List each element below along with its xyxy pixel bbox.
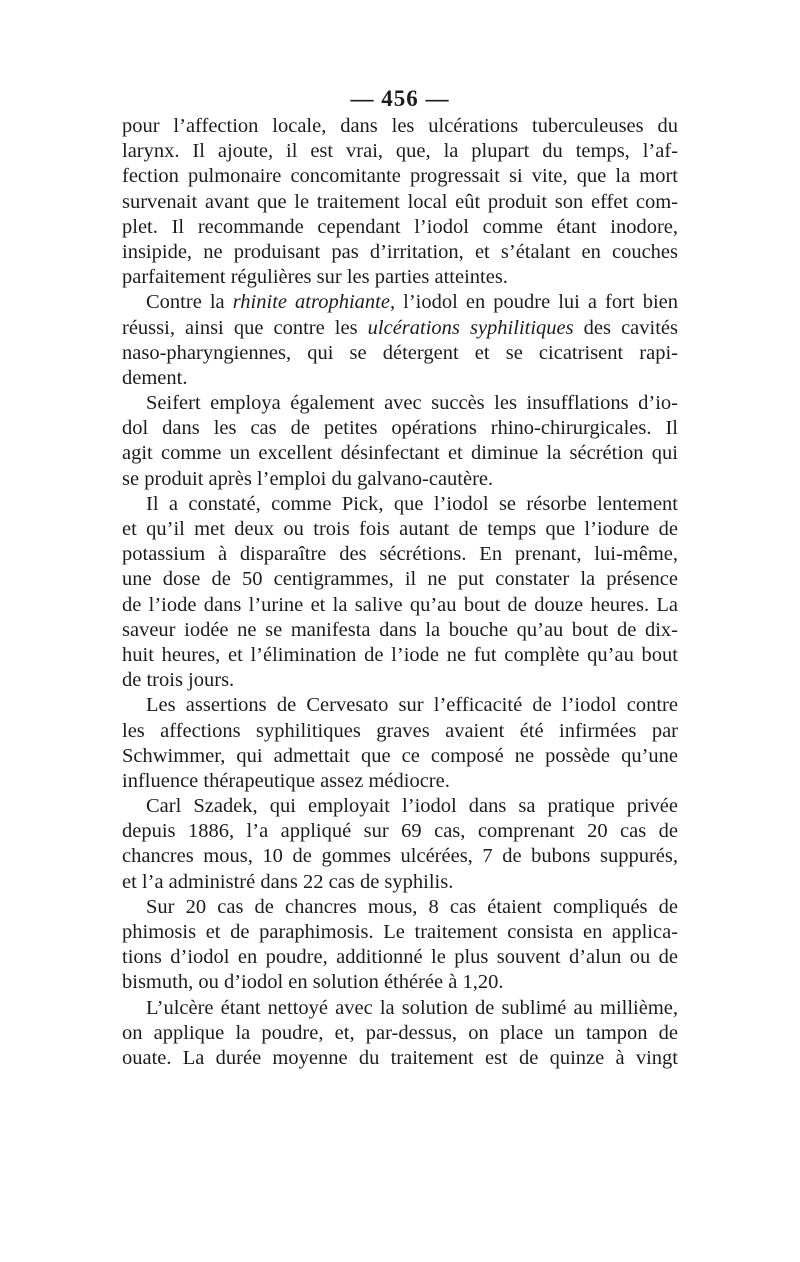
text-line: et qu’il met deux ou trois fois autant de temps que l’iodure de xyxy=(122,518,678,540)
text-segment: Contre la xyxy=(146,291,233,314)
text-line: agit comme un excellent désinfectant et diminue la sécrétion qui xyxy=(122,442,678,465)
text-line: une dose de 50 centigrammes, il ne put constater la présence xyxy=(122,568,678,591)
text-line: ouate. La durée moyenne du traitement est de quinze à vingt xyxy=(122,1046,678,1069)
text-line: on applique la poudre, et, par-dessus, on place un tampon de xyxy=(122,1021,678,1044)
page-number: — 456 — xyxy=(350,86,450,111)
text-line: dement. xyxy=(122,366,188,389)
text-line: de trois jours. xyxy=(122,669,235,692)
text-line: phimosis et de paraphimosis. Le traitement consista en applica- xyxy=(122,921,678,943)
text-line: naso-pharyngiennes, qui se détergent et se cicatrisent rapi- xyxy=(122,341,678,364)
text-line: tions d’iodol en poudre, additionné le plus souvent d’alun ou de xyxy=(122,946,678,969)
text-line: plet. Il recommande cependant l’iodol comme étant inodore, xyxy=(122,215,678,238)
text-line: Il a constaté, comme Pick, que l’iodol se résorbe lentement xyxy=(146,492,678,515)
text-segment: réussi, ainsi que contre les xyxy=(122,316,368,339)
text-line: potassium à disparaître des sécrétions. En prenant, lui-même, xyxy=(122,543,678,566)
body-text xyxy=(122,114,678,1071)
text-line: saveur iodée ne se manifesta dans la bouche qu’au bout de dix- xyxy=(122,618,678,641)
text-line: huit heures, et l’élimination de l’iode ne fut complète qu’au bout xyxy=(122,643,678,666)
text-line: parfaitement régulières sur les parties atteintes. xyxy=(122,266,508,289)
text-line: influence thérapeutique assez médiocre. xyxy=(122,769,450,792)
text-line xyxy=(122,290,678,315)
text-line: insipide, ne produisant pas d’irritation, et s’étalant en couches xyxy=(122,240,678,263)
text-line: se produit après l’emploi du galvano-cautère. xyxy=(122,467,494,490)
text-line: L’ulcère étant nettoyé avec la solution de sublimé au millième, xyxy=(146,996,678,1019)
text-line: de l’iode dans l’urine et la salive qu’au bout de douze heures. La xyxy=(122,593,678,616)
italic-term: ulcérations syphilitiques xyxy=(367,316,574,339)
text-line: Carl Szadek, qui employait l’iodol dans sa pratique privée xyxy=(146,795,678,818)
text-line: bismuth, ou d’iodol en solution éthérée à 1,20. xyxy=(122,971,504,994)
text-line: dol dans les cas de petites opérations rhino-chirurgicales. Il xyxy=(122,417,678,440)
text-segment: des cavités xyxy=(573,316,678,339)
text-line: larynx. Il ajoute, il est vrai, que, la plupart du temps, l’af- xyxy=(122,140,678,163)
text-line: Seifert employa également avec succès les insufflations d’io- xyxy=(146,392,678,415)
text-line: Schwimmer, qui admettait que ce composé ne possède qu’une xyxy=(122,744,678,767)
text-line: Les assertions de Cervesato sur l’efficacité de l’iodol contre xyxy=(146,694,678,717)
text-line: fection pulmonaire concomitante progressait si vite, que la mort xyxy=(122,165,678,188)
italic-term: rhinite atrophiante, xyxy=(232,291,396,314)
text-line: et l’a administré dans 22 cas de syphilis. xyxy=(122,870,454,893)
text-line xyxy=(122,316,678,341)
text-line: pour l’affection locale, dans les ulcérations tuberculeuses du xyxy=(122,115,678,137)
text-segment: l’iodol en poudre lui a fort bien xyxy=(395,291,678,314)
text-line: Sur 20 cas de chancres mous, 8 cas étaient compliqués de xyxy=(146,895,678,918)
text-line: survenait avant que le traitement local eût produit son effet com- xyxy=(122,190,678,213)
text-line: les affections syphilitiques graves avaient été infirmées par xyxy=(122,719,678,742)
text-line: chancres mous, 10 de gommes ulcérées, 7 de bubons suppurés, xyxy=(122,845,678,868)
text-line: depuis 1886, l’a appliqué sur 69 cas, comprenant 20 cas de xyxy=(122,820,678,843)
